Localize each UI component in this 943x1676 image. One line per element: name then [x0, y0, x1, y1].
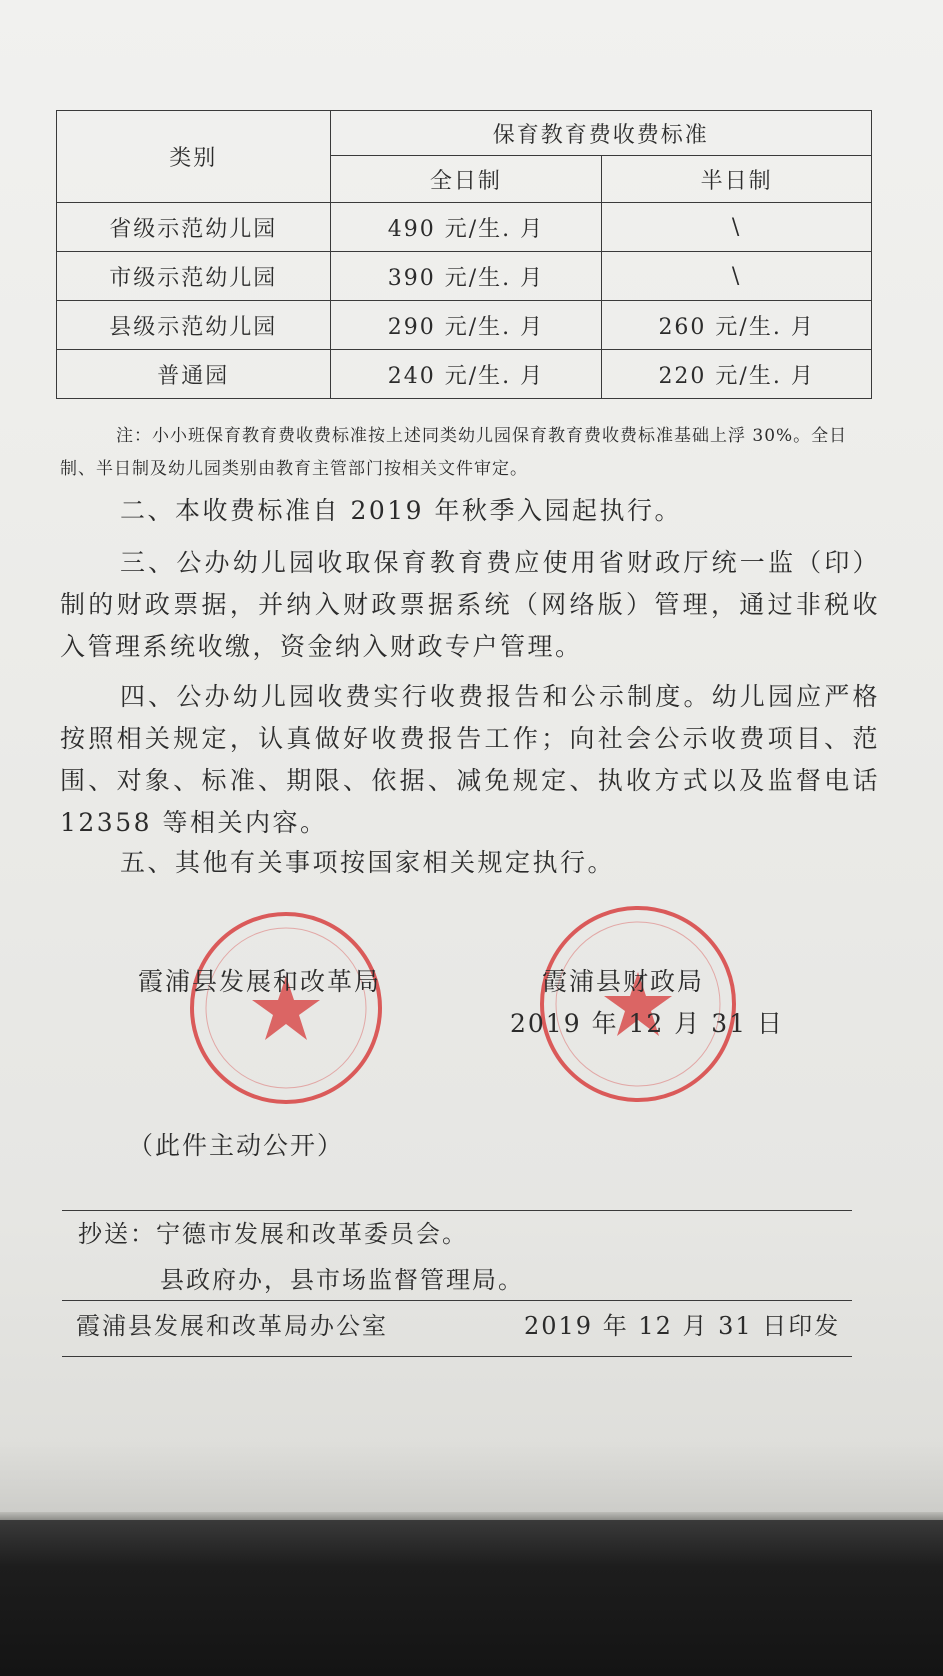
paragraph-4: 四、公办幼儿园收费实行收费报告和公示制度。幼儿园应严格按照相关规定，认真做好收费报告工作；向社会公示收费项目、范围、对象、标准、期限、依据、减免规定、执收方式以及监督电话 12358 等相关内容。 — [60, 682, 880, 837]
row-full-fee: 490 元/生. 月 — [330, 203, 602, 252]
row-half-fee: \ — [602, 203, 872, 252]
signature-right-org: 霞浦县财政局 — [542, 967, 705, 996]
table-row — [57, 350, 872, 399]
table-row — [57, 252, 872, 301]
paragraph-3: 三、公办幼儿园收取保育教育费应使用省财政厅统一监（印）制的财政票据，并纳入财政票据系统（网络版）管理，通过非税收入管理系统收缴，资金纳入财政专户管理。 — [60, 548, 880, 661]
divider-bottom — [62, 1356, 852, 1357]
table-row — [57, 203, 872, 252]
header-fee-standard: 保育教育费收费标准 — [330, 111, 871, 156]
divider-middle — [62, 1300, 852, 1301]
fee-standard-table — [56, 110, 872, 399]
paragraph-5: 五、其他有关事项按国家相关规定执行。 — [120, 848, 616, 877]
cc-recipients: 抄送：宁德市发展和改革委员会。 — [78, 1220, 468, 1248]
row-full-fee: 240 元/生. 月 — [330, 350, 602, 399]
row-category: 县级示范幼儿园 — [57, 301, 331, 350]
header-half-day: 半日制 — [602, 156, 872, 203]
signature-left-org: 霞浦县发展和改革局 — [138, 967, 382, 996]
issuing-office: 霞浦县发展和改革局办公室 — [76, 1312, 388, 1340]
dark-background — [0, 1520, 943, 1676]
signature-date: 2019 年 12 月 31 日 — [510, 1009, 784, 1038]
row-full-fee: 390 元/生. 月 — [330, 252, 602, 301]
left-official-seal — [190, 912, 382, 1104]
header-full-day: 全日制 — [330, 156, 602, 203]
issue-date: 2019 年 12 月 31 日印发 — [524, 1312, 841, 1340]
row-half-fee: 260 元/生. 月 — [602, 301, 872, 350]
row-half-fee: 220 元/生. 月 — [602, 350, 872, 399]
row-category: 省级示范幼儿园 — [57, 203, 331, 252]
table-row — [57, 301, 872, 350]
row-category: 普通园 — [57, 350, 331, 399]
table-note: 注：小小班保育教育费收费标准按上述同类幼儿园保育教育费收费标准基础上浮 30%。全日制、半日制及幼儿园类别由教育主管部门按相关文件审定。 — [60, 426, 848, 479]
row-category: 市级示范幼儿园 — [57, 252, 331, 301]
paper-shading — [0, 1440, 943, 1520]
public-notice: （此件主动公开） — [128, 1131, 345, 1160]
row-full-fee: 290 元/生. 月 — [330, 301, 602, 350]
paragraph-2: 二、本收费标准自 2019 年秋季入园起执行。 — [120, 496, 683, 525]
cc-recipients-line2: 县政府办，县市场监督管理局。 — [160, 1266, 524, 1294]
divider-top — [62, 1210, 852, 1211]
header-category: 类别 — [57, 111, 331, 203]
row-half-fee: \ — [602, 252, 872, 301]
seal-star-icon — [194, 916, 378, 1100]
